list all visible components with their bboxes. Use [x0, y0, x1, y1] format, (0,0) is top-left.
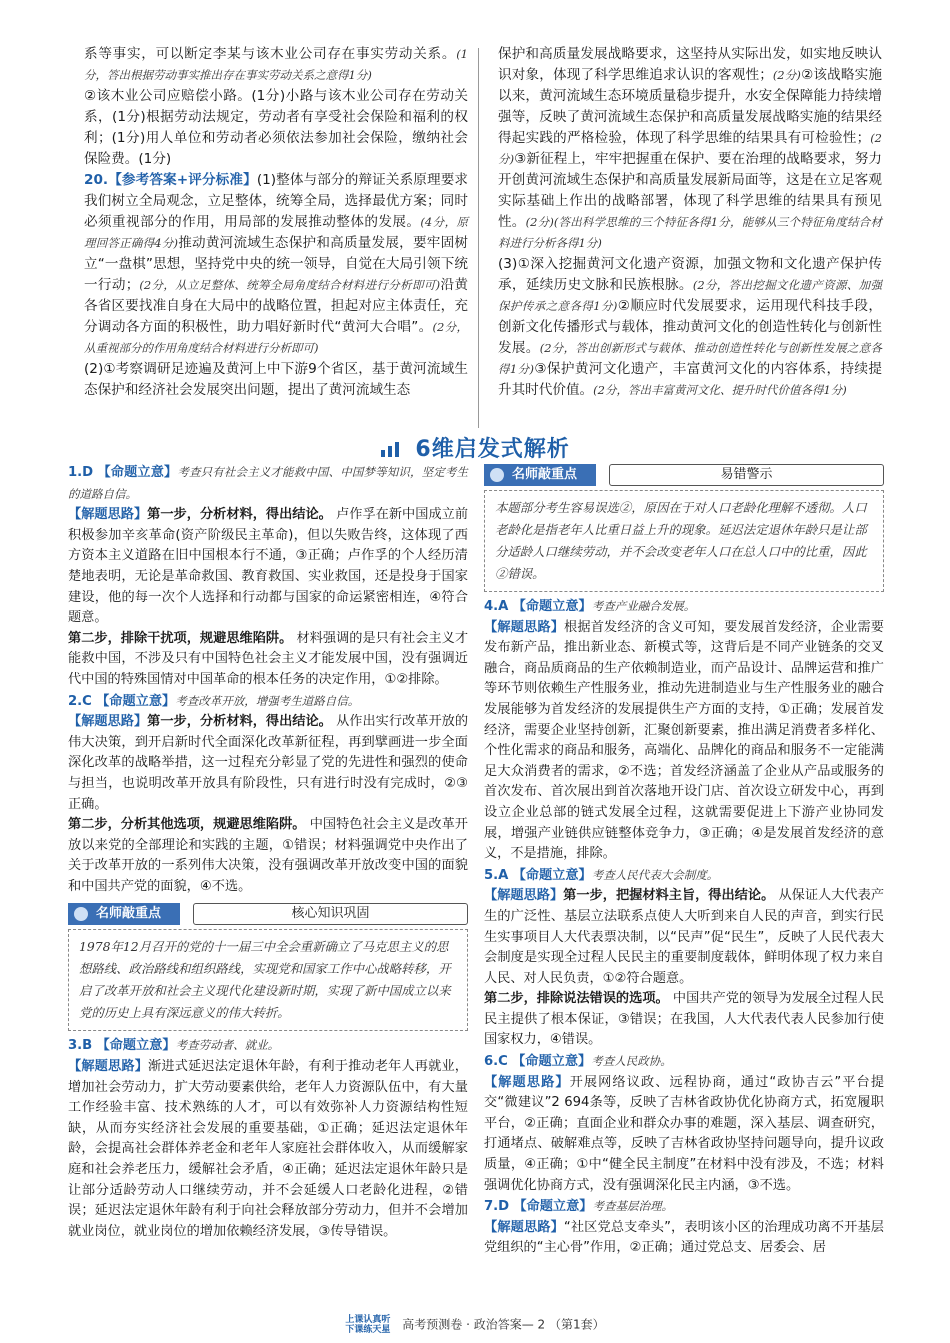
- bottom-left-column: [68, 462, 468, 1242]
- bottom-right-column: [484, 462, 884, 1259]
- question-4: 4.A 【命题立意】考查产业融合发展。: [484, 599, 696, 614]
- question-number: 20.: [84, 172, 109, 188]
- teacher-highlight: 名师敲重点 易错警示: [484, 464, 884, 486]
- section-header: [0, 432, 950, 463]
- question-7: 7.D 【命题立意】考查基层治理。: [484, 1199, 673, 1215]
- knowledge-box: 1978年12月召开的党的十一届三中全会重新确立了马克思主义的思想路线、政治路线和组织路线，实现党和国家工作中心战略转移，开启了改革开放和社会主义现代化建设新时期，实现了新中国成立以来党的历史上具有深远意义的伟大转折。: [68, 929, 468, 1031]
- question-20: 20.【参考答案+评分标准】(1)整体与部分的辩证关系原理要求我们树立全局观念，立足整体，统筹全局，选择最优方案；同时必须重视部分的作用，用局部的发展推动整体的发展。(4分，原理回答正确得4分)推动黄河流域生态保护和高质量发展，要牢固树立“一盘棋”思想，坚持党中央的统一领导，自觉在大局引领下统一行动；(2分，从立足整体、统筹全局角度结合材料进行分析即可)沿黄各省区要找准自身在大局中的战略位置，担起对应主体责任，充分调动各方面的积极性，助力唱好新时代“黄河大合唱”。(2分，从重视部分的作用角度结合材料进行分析即可): [84, 172, 469, 355]
- top-left-column: [84, 44, 468, 401]
- teacher-highlight: 名师敲重点 核心知识巩固: [68, 903, 468, 925]
- column-divider: [478, 48, 479, 428]
- question-6: 6.C 【命题立意】考查人民政协。: [484, 1054, 672, 1070]
- question-5-analysis: 【解题思路】第一步，把握材料主旨，得出结论。 从保证人大代表产生的广泛性、基层立法联系点使人大听到来自人民的声音，到实行民生实事项目人大代表票决制，以“民声”促“民生”，反映了人民代表大会制度是实现全过程人民民主的重要制度载体，鲜明体现了权力来自人民、对人民负责，①②符合题意。: [484, 888, 885, 986]
- question-1-analysis: 【解题思路】第一步，分析材料，得出结论。 卢作孚在新中国成立前积极参加辛亥革命(资产阶级民主革命)，但以失败告终，这体现了西方资本主义道路在旧中国根本行不通，③正确；卢作孚的个人经历清楚地表明，无论是革命救国、教育救国、实业救国，还是投身于国家建设，他的每一次个人选择和行动都与国家的命运紧密相连，④符合题意。: [68, 507, 469, 626]
- question-2-step2: 第二步，分析其他选项，规避思维陷阱。 中国特色社会主义是改革开放以来党的全部理论和实践的主题，①错误；材料强调党中央作出了关于改革开放的一系列伟大决策，没有强调改革开放改变中国的面貌和中国共产党的面貌，④不选。: [68, 817, 468, 894]
- question-3: 3.B 【命题立意】考查劳动者、就业。: [68, 1038, 280, 1054]
- section-title: 6维启发式解析: [415, 437, 570, 462]
- question-7-analysis: 【解题思路】“社区党总支牵头”，表明该小区的治理成功离不开基层党组织的“主心骨”作用，②正确；通过党总支、居委会、居: [484, 1219, 884, 1256]
- question-1-step2: 第二步，排除干扰项，规避思维陷阱。 材料强调的是只有社会主义才能救中国，不涉及只有中国特色社会主义才能发展中国，没有强调近代中国的特殊国情对中国革命的根本任务的决定作用，①②排除。: [68, 630, 469, 687]
- question-1: 1.D 【命题立意】考查只有社会主义才能救中国、中国梦等知识，坚定考生的道路自信。: [68, 465, 468, 501]
- paragraph: (2)①考察调研足迹遍及黄河上中下游9个省区，基于黄河流域生态保护和经济社会发展突出问题，提出了黄河流域生态: [84, 361, 468, 398]
- brand-logo: 上课认真听 下课练天星: [345, 1315, 391, 1335]
- paragraph: (3)①深入挖掘黄河文化遗产资源，加强文物和文化遗产保护传承，延续历史文脉和民族根脉。(2分，答出挖掘文化遗产资源、加强保护传承之意各得1分)②顺应时代发展要求，运用现代科技手段，创新文化传播形式与载体，推动黄河文化的创造性转化与创新性发展。(2分，答出创新形式与载体、推动创造性转化与创新性发展之意各得1分)③保护黄河文化遗产，丰富黄河文化的内容体系，持续提升其时代价值。(2分，答出丰富黄河文化、提升时代价值各得1分): [498, 256, 883, 398]
- paragraph: 保护和高质量发展战略要求，这坚持从实际出发，如实地反映认识对象，体现了科学思维追求认识的客观性；(2分)②该战略实施以来，黄河流域生态环境质量稳步提升，水安全保障能力持续增强等，反映了黄河流域生态保护和高质量发展战略实施的结果经得起实践的严格检验，体现了科学思维的结果具有可检验性；(2分)③新征程上，牢牢把握重在保护、要在治理的战略要求，努力开创黄河流域生态保护和高质量发展新局面等，这是在立足客观实际基础上作出的战略部署，体现了科学思维的结果具有预见性。(2分)(答出科学思维的三个特征各得1分，能够从三个特征角度结合材料进行分析各得1分): [498, 46, 883, 250]
- top-right-column: [498, 44, 882, 401]
- question-2: 2.C 【命题立意】考查改革开放，增强考生道路自信。: [68, 693, 360, 709]
- paragraph: ②该木业公司应赔偿小路。(1分)小路与该木业公司存在劳动关系，(1分)根据劳动法规定，劳动者有享受社会保险和福利的权利；(1分)用人单位和劳动者必须依法参加社会保险，缴纳社会保险费。(1分): [84, 88, 468, 167]
- error-warning-box: 本题部分考生容易误选②，原因在于对人口老龄化理解不透彻。人口老龄化是指老年人比重日益上升的现象。延迟法定退休年龄只是让部分适龄人口继续劳动，并不会改变老年人口在总人口中的比重，因此②错误。: [484, 490, 884, 592]
- footer-text: 高考预测卷 · 政治答案— 2 （第1套）: [402, 1317, 605, 1332]
- tip-label: 易错警示: [609, 464, 884, 486]
- bar-chart-icon: [380, 440, 402, 458]
- question-6-analysis: 【解题思路】开展网络议政、远程协商，通过“政协吉云”平台提交“微建议”2 694条等，反映了吉林省政协优化协商方式，拓宽履职平台，②正确；直面企业和群众办事的难题，深入基层、调查研究，打通堵点、破解难点等，反映了吉林省政协坚持问题导向，提升议政质量，④正确；①中“健全民主制度”在材料中没有涉及，不选；材料强调优化协商方式，没有强调深化民主内涵，③不选。: [484, 1074, 885, 1193]
- tip-label: 核心知识巩固: [193, 903, 468, 925]
- question-2-analysis: 【解题思路】第一步，分析材料，得出结论。 从作出实行改革开放的伟大决策，到开启新时代全面深化改革新征程，再到擘画进一步全面深化改革的战略举措，这一过程充分彰显了党的先进性和强烈的使命与担当，也说明改革开放具有阶段性，只有进行时没有完成时，②③正确。: [68, 714, 469, 812]
- question-4-analysis: 【解题思路】根据首发经济的含义可知，要发展首发经济，企业需要发布新产品，推出新业态、新模式等，这背后是不同产业链条的交叉融合，商品质商品的生产依赖制造业，而产品设计、品牌运营和推广等环节则依赖生产性服务业，推动先进制造业与生产性服务业的融合发展能够为首发经济的发展提供生产方面的支持，①正确；发展首发经济，需要企业坚持创新，汇聚创新要素，推出满足消费者多样化、个性化需求的商品和服务，高端化、品牌化的商品和服务不一定能满足大众消费者的需求，②不选；首发经济涵盖了企业从产品或服务的首次发布、首次展出到首次落地开设门店、首次设立研发中心，再到设立企业总部的链式发展全过程，这就需要促进上下游产业协同发展，增强产业链供应链整体竞争力，③正确；④是发展首发经济的意义，不是措施，排除。: [484, 619, 884, 862]
- page-footer: [0, 1315, 950, 1335]
- teacher-icon: [490, 468, 504, 482]
- answer-tag: 【参考答案+评分标准】: [108, 172, 257, 188]
- teacher-icon: [74, 907, 88, 921]
- question-5: 5.A 【命题立意】考查人民代表大会制度。: [484, 867, 719, 883]
- paragraph: 系等事实，可以断定李某与该木业公司存在事实劳动关系。(1分，答出根据劳动事实推出存在事实劳动关系之意得1分): [84, 46, 468, 82]
- question-5-step2: 第二步，排除说法错误的选项。 中国共产党的领导为发展全过程人民民主提供了根本保证，③错误；在我国，人大代表代表人民参加行使国家权力，④错误。: [484, 991, 885, 1048]
- question-3-analysis: 【解题思路】渐进式延迟法定退休年龄，有利于推动老年人再就业，增加社会劳动力，扩大劳动要素供给，老年人力资源队伍中，有大量工作经验丰富、技术熟练的人才，可以有效弥补人力资源结构性短缺，从而夯实经济社会发展的重要基础，①正确；延迟法定退休年龄，会提高社会群体养老金和老年人家庭社会群体收入，从而缓解家庭和社会养老压力，缓解社会矛盾，④正确；延迟法定退休年龄只是让部分适龄劳动人口继续劳动，并不会延缓人口老龄化进程，②错误；延迟法定退休年龄有利于向社会释放部分劳动力，但并不会增加就业岗位，就业岗位的增加依赖经济发展，③传导错误。: [68, 1059, 468, 1239]
